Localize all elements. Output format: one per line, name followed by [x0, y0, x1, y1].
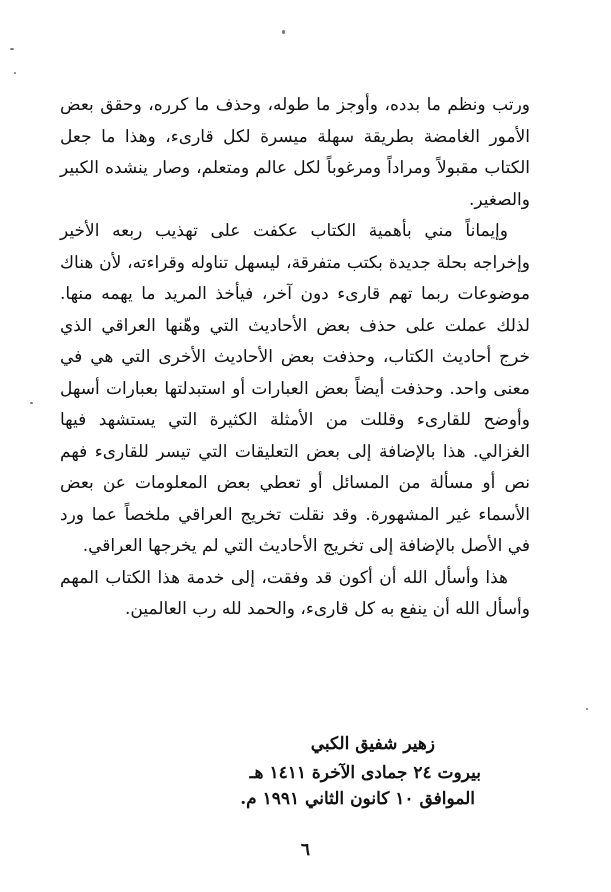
signature-place-date: بيروت ٢٤ جمادى الآخرة ١٤١١ هـ: [249, 763, 481, 783]
paragraph-2: وإيماناً مني بأهمية الكتاب عكفت على تهذيب ربعه الأخير وإخراجه بحلة جديدة بكتب متفرقة، ليسهل تناوله وقراءته، لأن هناك موضوعات ربما تهم قارىء دون آخر، فيأخذ المريد ما يهمه منها. لذلك عملت على حذف بعض الأحاديث التي وهّنها العراقي الذي خرج أحاديث الكتاب، وحذفت بعض الأحاديث الأخرى التي هي في معنى واحد. وحذفت أيضاً بعض العبارات أو استبدلتها بعبارات أسهل وأوضح للقارىء وقللت من الأمثلة الكثيرة التي يستشهد فيها الغزالي. هذا بالإضافة إلى بعض التعليقات التي تيسر للقارىء فهم نص أو مسألة من المسائل أو تعطي بعض المعلومات عن بعض الأسماء غير المشهورة. وقد نقلت تخريج العراقي ملخصاً عما ورد في الأصل بالإضافة إلى تخريج الأحاديث التي لم يخرجها العراقي.: [60, 221, 530, 556]
author-signature-name: زهير شفيق الكبي: [310, 734, 435, 754]
page-number: ٦: [300, 840, 311, 860]
body-text: [60, 90, 530, 626]
paragraph-1: ورتب ونظم ما بدده، وأوجز ما طوله، وحذف ما كرره، وحقق بعض الأمور الغامضة بطريقة سهلة ميسرة لكل قارىء، وهذا ما جعل الكتاب مقبولاً ومراداً ومرغوباً لكل عالم ومتعلم، وصار ينشده الكبير والصغير.: [60, 95, 530, 210]
scan-speck: [586, 708, 588, 710]
signature-gregorian-date: الموافق ١٠ كانون الثاني ١٩٩١ م.: [240, 789, 475, 809]
scan-speck: [14, 72, 16, 74]
paragraph-3: هذا وأسأل الله أن أكون قد وفقت، إلى خدمة هذا الكتاب المهم وأسأل الله أن ينفع به كل قارىء، والحمد لله رب العالمين.: [60, 567, 530, 619]
scan-speck: [30, 402, 33, 404]
scan-speck: [10, 48, 14, 50]
scan-speck: [282, 30, 285, 34]
